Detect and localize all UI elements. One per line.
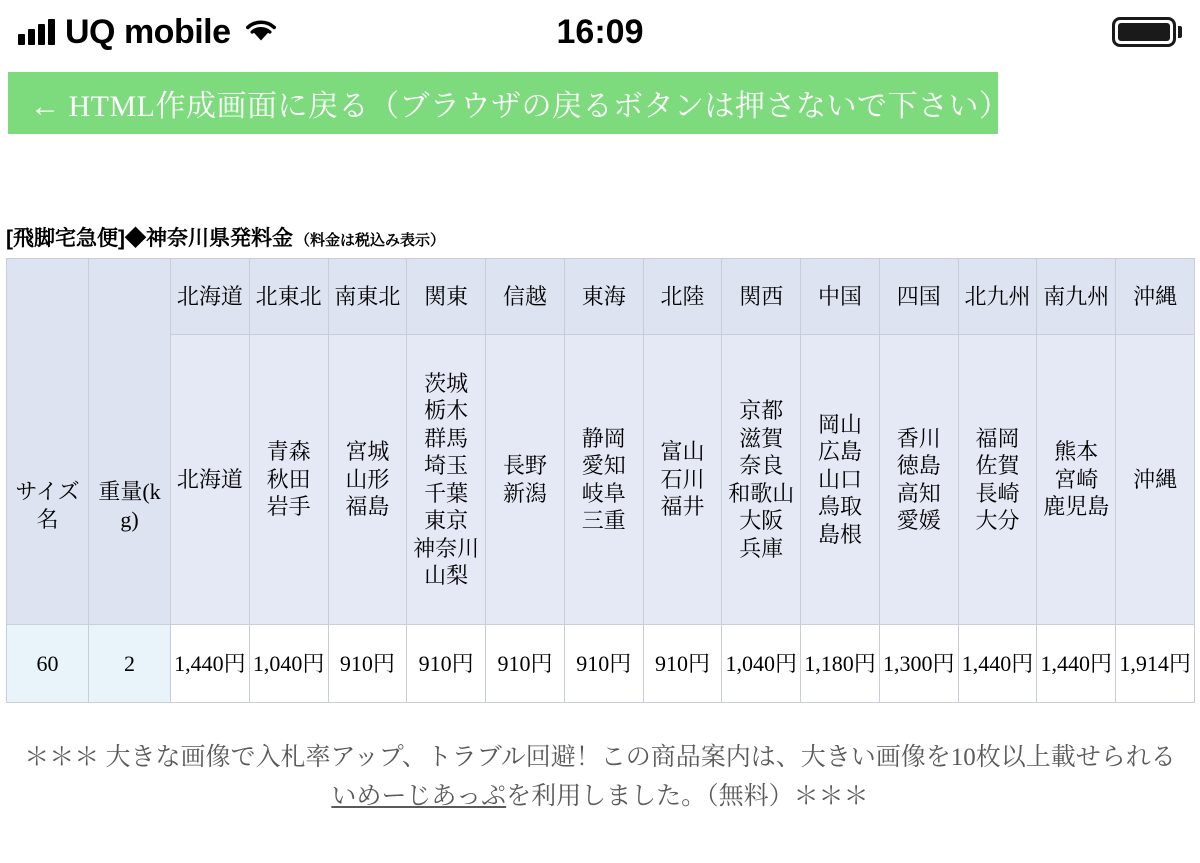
carrier-label: UQ mobile [65,12,231,51]
header-prefectures: 熊本 宮崎 鹿児島 [1037,335,1116,625]
status-bar [0,0,1200,64]
table-header-row-prefectures [7,335,1195,625]
back-to-html-editor-button[interactable]: ← HTML作成画面に戻る（ブラウザの戻るボタンは押さないで下さい） [8,72,998,134]
cell-fee: 1,040円 [249,625,328,703]
header-prefectures: 京都 滋賀 奈良 和歌山 大阪 兵庫 [722,335,801,625]
header-prefectures: 長野 新潟 [486,335,565,625]
header-region: 東海 [564,259,643,335]
cell-fee: 910円 [564,625,643,703]
footer-text-before: ＊＊＊ 大きな画像で入札率アップ、トラブル回避！この商品案内は、大きい画像を10枚以上載せられる [24,744,1176,771]
battery-icon [1112,17,1182,47]
table-body [7,625,1195,703]
table-row [7,625,1195,703]
imageup-link[interactable]: いめーじあっぷ [331,782,507,810]
header-region: 北東北 [249,259,328,335]
cell-fee: 1,180円 [801,625,880,703]
header-weight [89,259,171,625]
footer-note [14,739,1186,817]
footer-text-after: を利用しました。（無料）＊＊＊ [506,782,869,810]
cell-fee: 910円 [643,625,722,703]
header-prefectures: 北海道 [171,335,250,625]
header-prefectures: 富山 石川 福井 [643,335,722,625]
header-prefectures: 岡山 広島 山口 鳥取 島根 [801,335,880,625]
header-prefectures: 宮城 山形 福島 [328,335,407,625]
cell-fee: 1,440円 [171,625,250,703]
header-prefectures: 福岡 佐賀 長崎 大分 [958,335,1037,625]
clock-label: 16:09 [556,12,644,51]
header-prefectures: 香川 徳島 高知 愛媛 [879,335,958,625]
header-weight-label: 重量(kg) [98,479,161,532]
header-region: 北海道 [171,259,250,335]
cell-fee: 1,440円 [958,625,1037,703]
shipping-fee-table [6,258,1195,703]
header-prefectures: 静岡 愛知 岐阜 三重 [564,335,643,625]
table-caption [6,222,1200,252]
header-region: 四国 [879,259,958,335]
cell-fee: 910円 [328,625,407,703]
cell-weight: 2 [89,625,171,703]
cell-fee: 910円 [407,625,486,703]
header-prefectures: 沖縄 [1116,335,1195,625]
header-prefectures: 青森 秋田 岩手 [249,335,328,625]
header-region: 関東 [407,259,486,335]
cell-fee: 1,440円 [1037,625,1116,703]
header-size-label: サイズ名 [15,479,80,532]
header-region: 信越 [486,259,565,335]
table-head [7,259,1195,625]
header-region: 関西 [722,259,801,335]
table-caption-sub: （料金は税込み表示） [295,232,446,249]
table-caption-main: [飛脚宅急便]◆神奈川県発料金 [6,227,293,250]
header-size [7,259,89,625]
header-region: 沖縄 [1116,259,1195,335]
cell-fee: 910円 [486,625,565,703]
header-region: 北九州 [958,259,1037,335]
header-region: 南東北 [328,259,407,335]
header-region: 北陸 [643,259,722,335]
cell-fee: 1,300円 [879,625,958,703]
cell-fee: 1,040円 [722,625,801,703]
header-prefectures: 茨城 栃木 群馬 埼玉 千葉 東京 神奈川 山梨 [407,335,486,625]
cell-size: 60 [7,625,89,703]
cell-fee: 1,914円 [1116,625,1195,703]
table-header-row-regions [7,259,1195,335]
header-region: 中国 [801,259,880,335]
header-region: 南九州 [1037,259,1116,335]
